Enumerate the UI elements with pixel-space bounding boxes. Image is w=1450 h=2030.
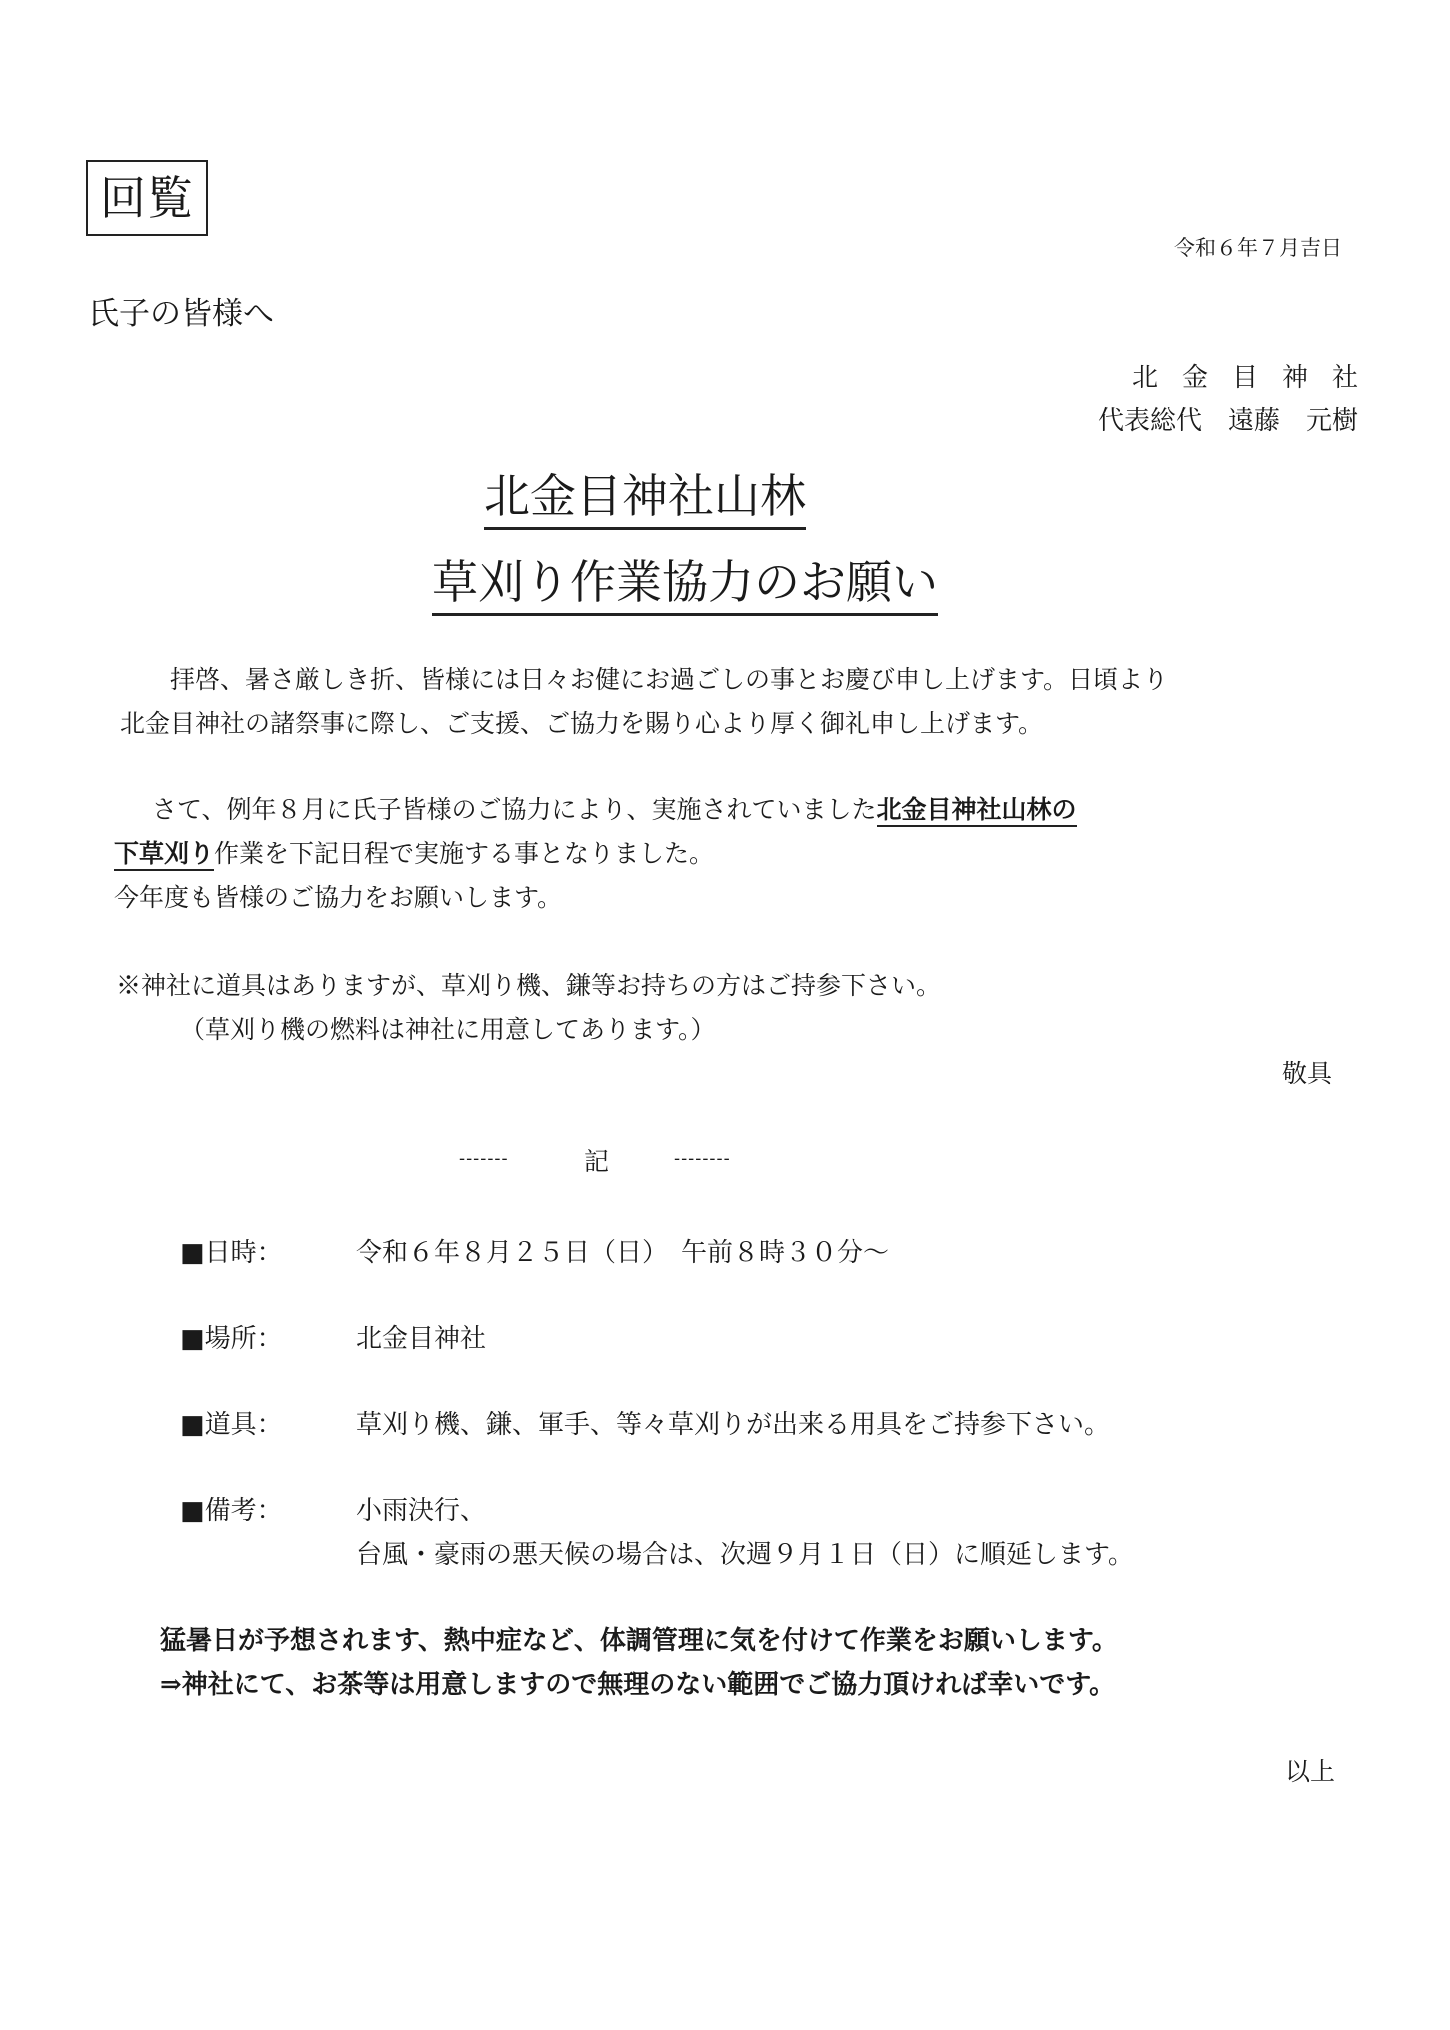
greeting-line-2: 北金目神社の諸祭事に際し、ご支援、ご協力を賜り心より厚く御礼申し上げます。: [120, 709, 1044, 738]
announcement-emphasis-2: 下草刈り: [114, 839, 214, 871]
sender-given-name: 元樹: [1305, 406, 1358, 436]
circulation-label: 回覧: [86, 160, 208, 236]
tools-note-line-2: （草刈り機の燃料は神社に用意してあります。）: [180, 1015, 716, 1044]
closing-keigu: 敬具: [1281, 1059, 1332, 1088]
sender-role: 代表総代: [1097, 406, 1202, 436]
place-value: 北金目神社: [356, 1324, 487, 1354]
remarks-label: ■備考：: [180, 1496, 283, 1526]
sender-representative: [1098, 400, 1358, 437]
announcement-line-2: [114, 834, 714, 874]
ki-dashes-right: --------: [674, 1148, 731, 1169]
datetime-value: 令和６年８月２５日（日） 午前８時３０分～: [356, 1238, 890, 1268]
datetime-label: ■日時：: [180, 1238, 283, 1268]
announcement-line-3: 今年度も皆様のご協力をお願いします。: [114, 883, 563, 912]
heat-warning-line-1: 猛暑日が予想されます、熱中症など、体調管理に気を付けて作業をお願いします。: [160, 1626, 1118, 1656]
remarks-value-1: 小雨決行、: [356, 1496, 487, 1526]
tools-label: ■道具：: [180, 1410, 283, 1440]
announcement-text: さて、例年８月に氏子皆様のご協力により、実施されていました: [152, 795, 877, 824]
place-label: ■場所：: [180, 1324, 283, 1354]
ki-dashes-left: -------: [459, 1148, 509, 1169]
issue-date: 令和６年７月吉日: [1174, 236, 1342, 260]
announcement-line-1: [152, 790, 1077, 830]
page-title-line-2: 草刈り作業協力のお願い: [0, 546, 1410, 612]
page-title-line-1: 北金目神社山林: [0, 460, 1370, 526]
greeting-line-1: 拝啓、暑さ厳しき折、皆様には日々お健にお過ごしの事とお慶び申し上げます。日頃より: [170, 665, 1169, 694]
remarks-value-2: 台風・豪雨の悪天候の場合は、次週９月１日（日）に順延します。: [356, 1540, 1134, 1570]
tools-note-line-1: ※神社に道具はありますが、草刈り機、鎌等お持ちの方はご持参下さい。: [116, 971, 942, 1000]
ki-heading: 記: [584, 1147, 610, 1176]
end-mark: 以上: [1284, 1757, 1335, 1786]
addressee: 氏子の皆様へ: [88, 296, 274, 332]
sender-organization: 北金目神社: [1131, 363, 1382, 393]
heat-warning-line-2: ⇒神社にて、お茶等は用意しますので無理のない範囲でご協力頂ければ幸いです。: [160, 1670, 1116, 1700]
sender-surname: 遠藤: [1227, 406, 1280, 436]
announcement-emphasis: 北金目神社山林の: [877, 795, 1077, 827]
tools-value: 草刈り機、鎌、軍手、等々草刈りが出来る用具をご持参下さい。: [356, 1410, 1111, 1440]
announcement-text-2: 作業を下記日程で実施する事となりました。: [214, 839, 715, 868]
